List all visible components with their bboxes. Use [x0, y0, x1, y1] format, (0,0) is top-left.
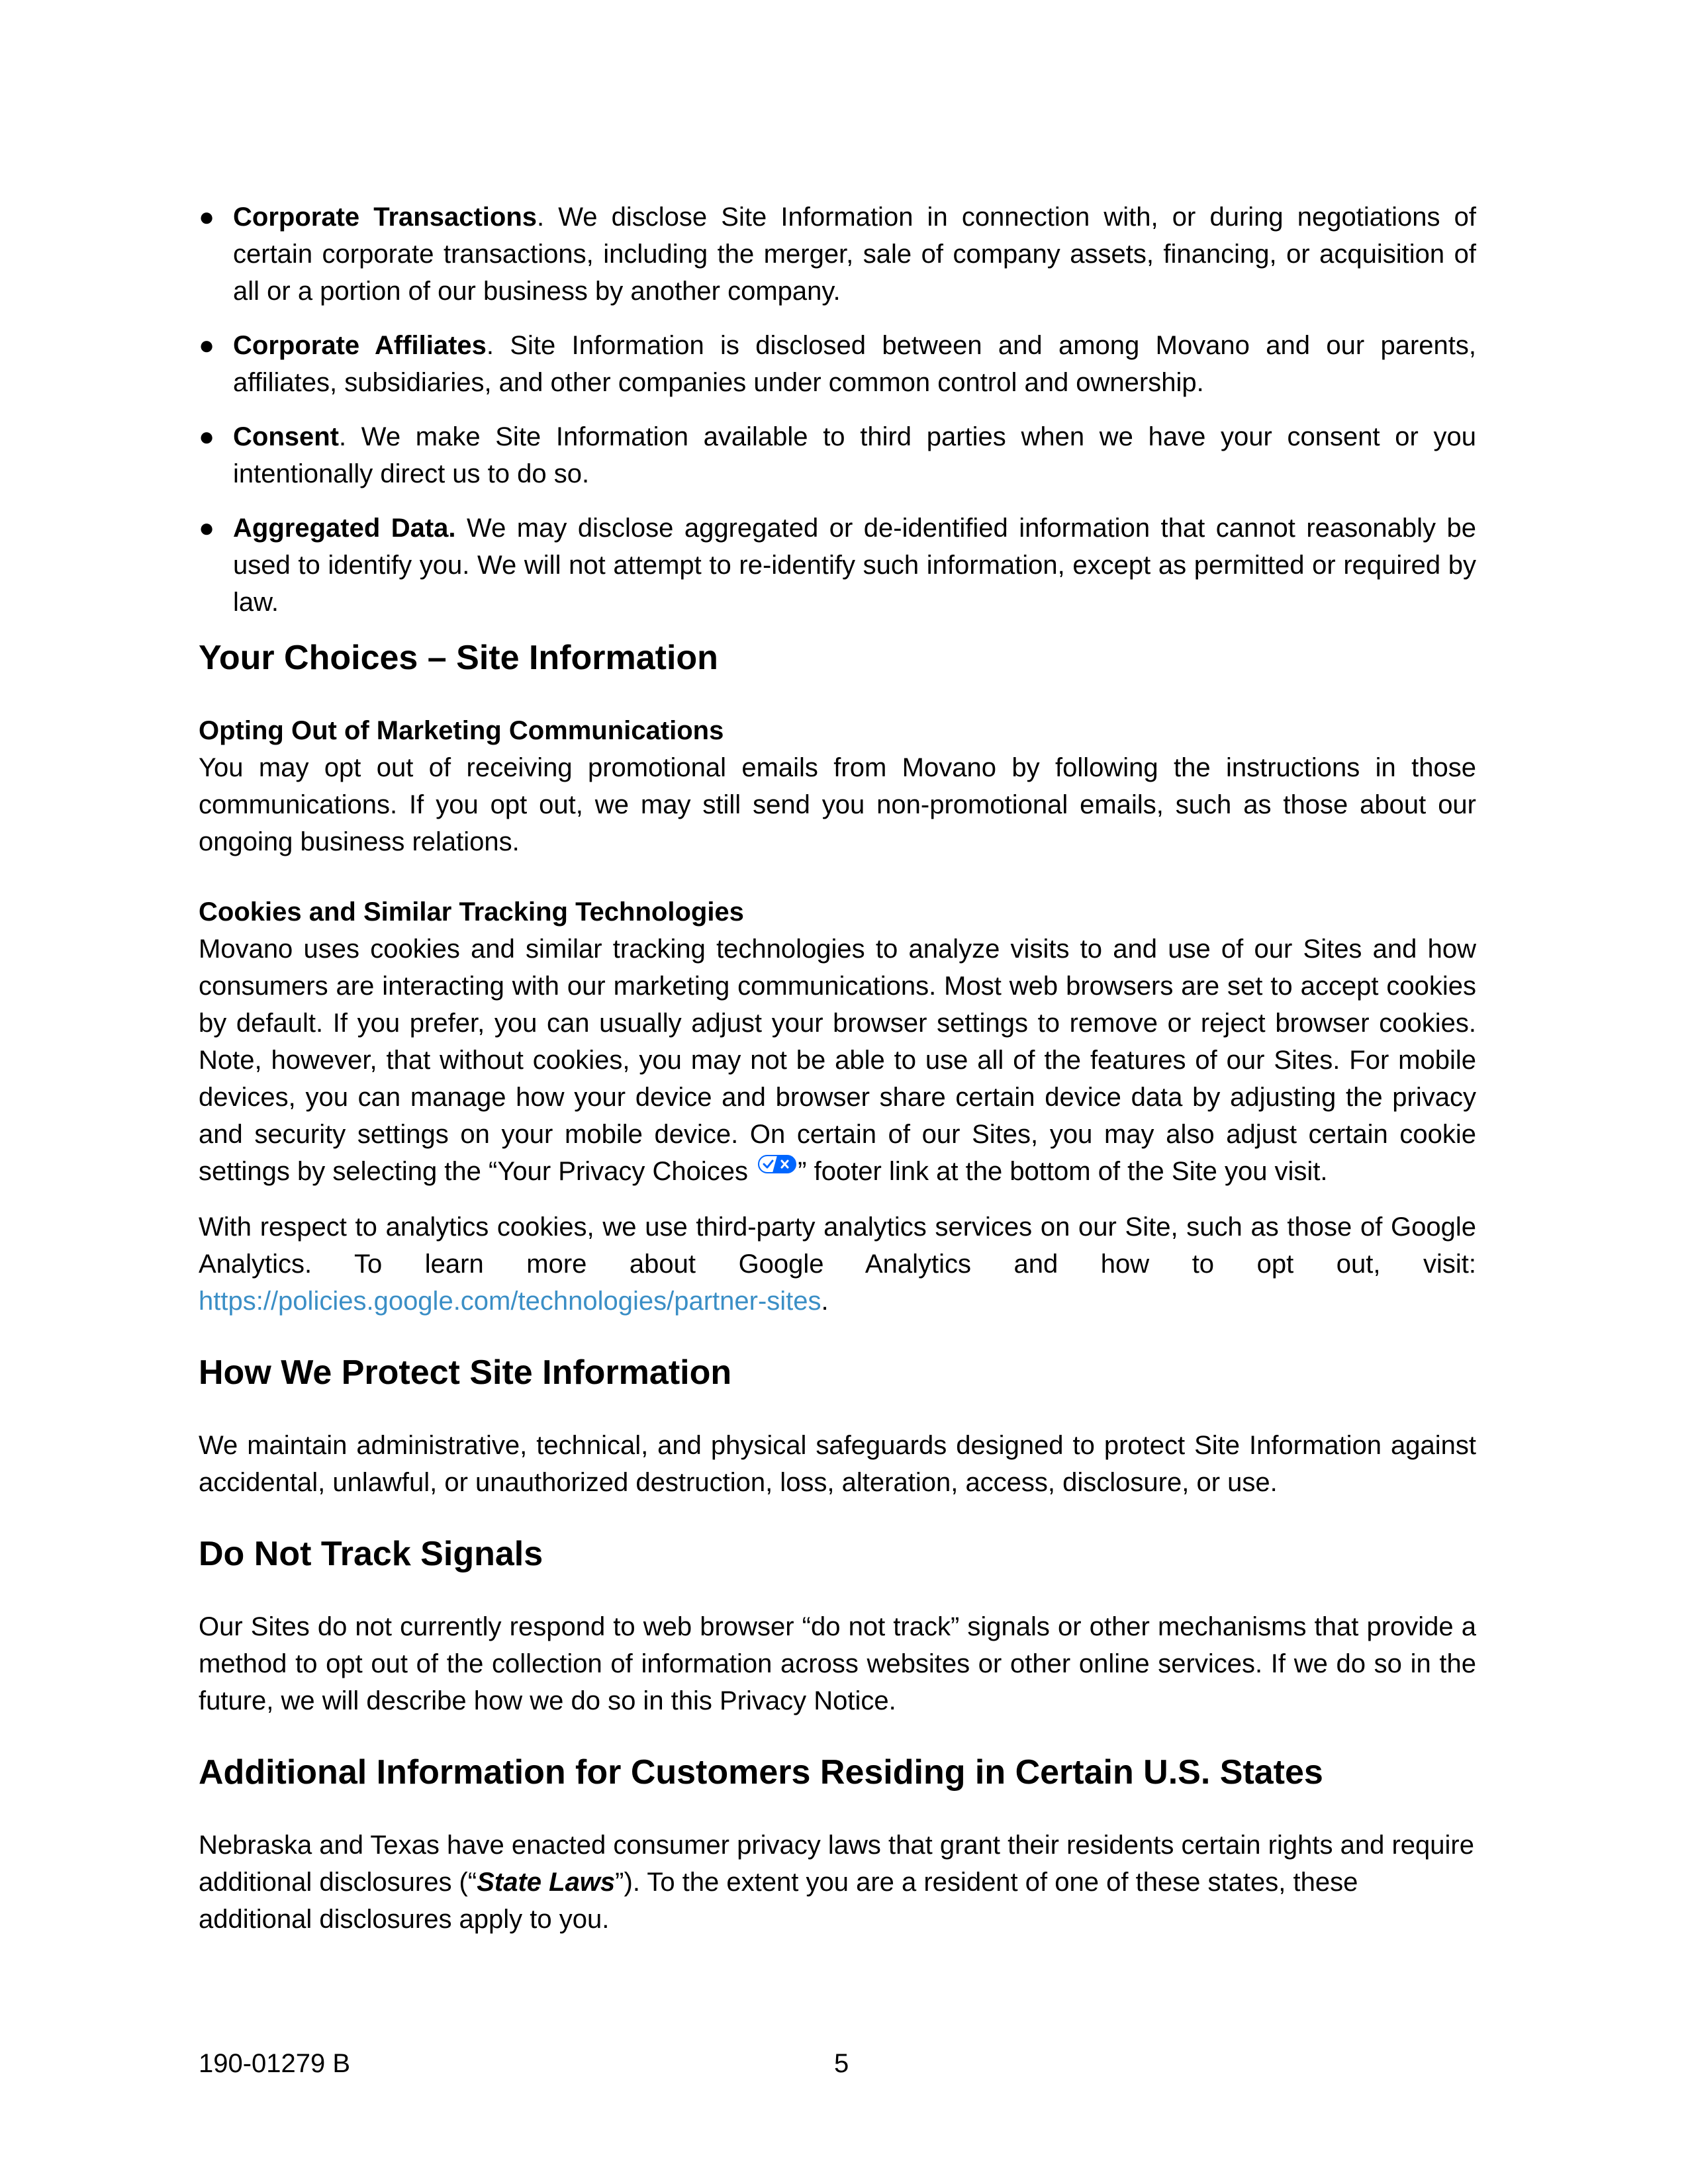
optout-block — [199, 712, 1476, 860]
analytics-end: . — [821, 1287, 829, 1316]
protect-paragraph: We maintain administrative, technical, and physical safeguards designed to protect Site Information against accidental, unlawful, or unauthorized destruction, loss, alteration, access, disclosure, or use. — [199, 1431, 1476, 1497]
section-heading-states: Additional Information for Customers Residing in Certain U.S. States — [199, 1753, 1323, 1792]
bullet-text: We make Site Information available to third parties when we have your consent or you intentionally direct us to do so. — [233, 422, 1476, 488]
bullet-text: We may disclose aggregated or de-identified information that cannot reasonably be used to identify you. We will not attempt to re-identify such information, except as permitted or required by law. — [233, 514, 1476, 617]
states-text-end: ”). To the extent you are a resident of one of these states, these additional disclosures apply to you. — [199, 1868, 1358, 1934]
bullet-icon: ● — [199, 331, 215, 360]
page-footer — [199, 2045, 1476, 2082]
cookies-text-end: ” footer link at the bottom of the Site you visit. — [798, 1157, 1328, 1186]
bullet-icon: ● — [199, 203, 215, 232]
cookies-paragraph — [199, 931, 1476, 1190]
bullet-title: Corporate Transactions — [233, 203, 538, 232]
subheading-cookies: Cookies and Similar Tracking Technologies — [199, 897, 744, 927]
privacy-choices-icon[interactable] — [758, 1155, 796, 1173]
states-text: Nebraska and Texas have enacted consumer privacy laws that grant their residents certain rights and require additional disclosures (“ — [199, 1831, 1474, 1897]
list-item — [199, 327, 1476, 401]
states-block — [199, 1827, 1476, 1938]
document-id: 190-01279 B — [199, 2049, 351, 2078]
list-item — [199, 418, 1476, 492]
disclosure-list — [199, 199, 1476, 621]
document-page — [199, 199, 1476, 1971]
dnt-paragraph: Our Sites do not currently respond to web browser “do not track” signals or other mechanisms that provide a method to opt out of the collection of information across websites or other online services. If we do so in the future, we will describe how we do so in this Privacy Notice. — [199, 1612, 1476, 1715]
google-partner-sites-link[interactable]: https://policies.google.com/technologies/partner-sites — [199, 1287, 821, 1316]
bullet-title: Consent — [233, 422, 339, 451]
bullet-text: We disclose Site Information in connection with, or during negotiations of certain corporate transactions, including the merger, sale of company assets, financing, or acquisition of all or a portion of our business by another company. — [233, 203, 1476, 306]
subheading-opting-out: Opting Out of Marketing Communications — [199, 716, 724, 745]
section-heading-your-choices: Your Choices – Site Information — [199, 639, 718, 677]
protect-block — [199, 1427, 1476, 1501]
bullet-title-suffix: . — [486, 331, 494, 360]
list-item — [199, 199, 1476, 310]
bullet-title: Aggregated Data. — [233, 514, 456, 543]
page-number: 5 — [834, 2049, 849, 2078]
bullet-title-suffix: . — [537, 203, 545, 232]
states-paragraph — [199, 1827, 1476, 1938]
bullet-icon: ● — [199, 422, 215, 451]
optout-paragraph: You may opt out of receiving promotional emails from Movano by following the instructions in those communications. If you opt out, we may still send you non-promotional emails, such as those about our ongoing business relations. — [199, 753, 1476, 856]
analytics-text: With respect to analytics cookies, we use third-party analytics services on our Site, such as those of Google Analytics. To learn more about Google Analytics and how to opt out, visit: — [199, 1212, 1476, 1279]
dnt-block — [199, 1608, 1476, 1719]
bullet-title-suffix: . — [339, 422, 347, 451]
analytics-block — [199, 1208, 1476, 1320]
cookies-block — [199, 893, 1476, 1190]
bullet-icon: ● — [199, 514, 215, 543]
cookies-text: Movano uses cookies and similar tracking technologies to analyze visits to and use of our Sites and how consumers are interacting with our marketing communications. Most web browsers are set to accept cookies by default. If you prefer, you can usually adjust your browser settings to remove or reject browser cookies. Note, however, that without cookies, you may not be able to use all of the features of our Sites. For mobile devices, you can manage how your device and browser share certain device data by adjusting the privacy and security settings on your mobile device. On certain of our Sites, you may also adjust certain cookie settings by selecting the “Your Privacy Choices — [199, 934, 1476, 1186]
bullet-title: Corporate Affiliates — [233, 331, 487, 360]
bullet-text: Site Information is disclosed between and among Movano and our parents, affiliates, subsidiaries, and other companies under common control and ownership. — [233, 331, 1476, 397]
state-laws-term: State Laws — [477, 1868, 616, 1897]
analytics-paragraph — [199, 1208, 1476, 1320]
section-heading-protect: How We Protect Site Information — [199, 1353, 732, 1392]
section-heading-dnt: Do Not Track Signals — [199, 1535, 543, 1573]
list-item — [199, 510, 1476, 621]
